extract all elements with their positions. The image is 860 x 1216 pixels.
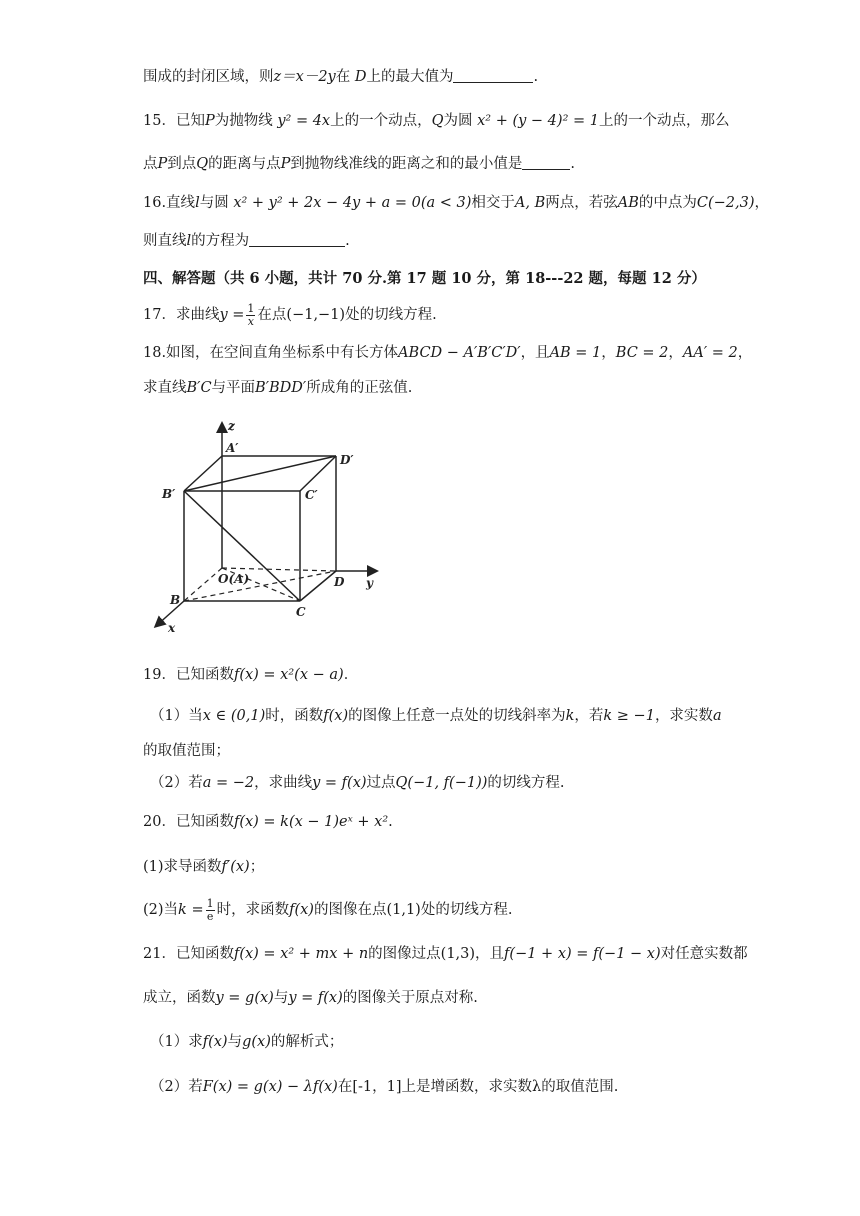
question-15-line-2: 点P到点Q的距离与点P到抛物线准线的距离之和的最小值是 .	[143, 156, 576, 172]
question-17: 17．求曲线y = $\frac{1}{x}$ 在点(−1,−1)处的切线方程.	[143, 302, 437, 328]
fraction: $\frac{1}{x}$	[247, 302, 255, 328]
question-19-part-2: （2）若a = −2，求曲线y = f(x)过点Q(−1, f(−1))的切线方程.	[150, 775, 565, 791]
label-A1: A′	[226, 441, 239, 455]
fraction: $\frac{1}{e}$	[206, 897, 214, 923]
cuboid-figure	[148, 418, 388, 638]
answer-blank[interactable]	[453, 68, 533, 83]
edge-B-D	[184, 571, 336, 601]
edge-C-D	[300, 571, 336, 601]
edge-O-B	[184, 568, 222, 601]
question-18: 18.如图，在空间直角坐标系中有长方体ABCD − A′B′C′D′，且AB = 1，BC = 2，AA′ = 2，	[143, 345, 753, 361]
section-heading: 四、解答题（共 6 小题，共计 70 分.第 17 题 10 分，第 18---22 题，每题 12 分）	[143, 270, 706, 287]
edge-A1-B1	[184, 456, 222, 491]
question-20-part-1: (1)求导函数f′(x)；	[143, 859, 265, 875]
text-line-region: 围成的封闭区域，则z＝x－2y在 D上的最大值为 .	[143, 69, 539, 85]
question-21-part-1: （1）求f(x)与g(x)的解析式；	[150, 1034, 344, 1050]
answer-blank[interactable]	[249, 232, 345, 247]
question-21-part-2: （2）若F(x) = g(x) − λf(x)在[-1，1]上是增函数，求实数λ的取值范围.	[150, 1079, 619, 1095]
answer-blank[interactable]	[522, 155, 570, 170]
label-B1: B′	[162, 487, 176, 501]
question-21-line-2: 成立，函数y = g(x)与y = f(x)的图像关于原点对称.	[143, 990, 478, 1006]
question-20: 20．已知函数f(x) = k(x − 1)eˣ + x².	[143, 814, 393, 830]
edge-B1-D1	[184, 456, 336, 491]
label-z: z	[228, 419, 235, 433]
question-16-line-2: 则直线l的方程为 .	[143, 233, 350, 249]
edge-O-D	[222, 568, 336, 571]
question-19-part-1: （1）当x ∈ (0,1)时，函数f(x)的图像上任意一点处的切线斜率为k，若k ≥ −1，求实数a	[150, 708, 722, 724]
question-16: 16.直线l与圆 x² + y² + 2x − 4y + a = 0(a < 3)相交于A, B两点，若弦AB的中点为C(−2,3)，	[143, 195, 770, 211]
label-x: x	[168, 621, 176, 635]
label-B: B	[170, 593, 181, 607]
label-C: C	[296, 605, 306, 619]
question-19: 19．已知函数f(x) = x²(x − a)．	[143, 667, 359, 683]
label-D: D	[334, 575, 345, 589]
question-21: 21．已知函数f(x) = x² + mx + n的图像过点(1,3)，且f(−1 + x) = f(−1 − x)对任意实数都	[143, 946, 748, 962]
question-15: 15．已知P为抛物线 y² = 4x上的一个动点，Q为圆 x² + (y − 4)² = 1上的一个动点，那么	[143, 113, 730, 129]
label-y: y	[366, 576, 373, 590]
label-D1: D′	[340, 453, 354, 467]
label-O: O(A)	[218, 572, 250, 586]
label-C1: C′	[305, 488, 318, 502]
question-18-line-2: 求直线B′C与平面B′BDD′所成角的正弦值.	[143, 380, 413, 396]
question-20-part-2: (2)当k = $\frac{1}{e}$ 时，求函数f(x)的图像在点(1,1)处的切线方程.	[143, 897, 513, 923]
question-19-part-1-line-2: 的取值范围；	[143, 743, 230, 759]
edge-C1-D1	[300, 456, 336, 491]
